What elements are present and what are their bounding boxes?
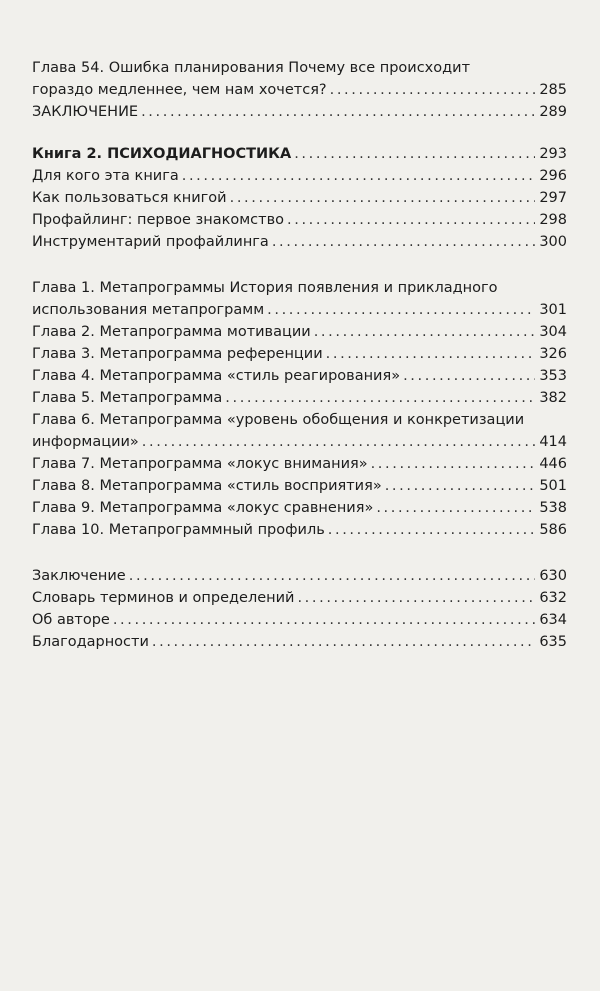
- toc-entry-title: ЗАКЛЮЧЕНИЕ: [32, 104, 139, 120]
- toc-entry-title: Глава 2. Метапрограмма мотивации: [32, 324, 311, 340]
- toc-page-number: 285: [539, 82, 567, 98]
- toc-entry: [32, 365, 567, 387]
- toc-page-number: 630: [539, 568, 567, 584]
- toc-entry: [32, 231, 567, 253]
- toc-book-title: Книга 2. ПСИХОДИАГНОСТИКА: [32, 146, 292, 162]
- toc-entry: [32, 209, 567, 231]
- toc-page-number: 293: [539, 146, 567, 162]
- toc-entry-title-cont: гораздо медленнее, чем нам хочется?: [32, 82, 327, 98]
- toc-entry-title: Благодарности: [32, 634, 149, 650]
- toc-entry-title: Инструментарий профайлинга: [32, 234, 269, 250]
- toc-entry-book-2: [32, 143, 567, 165]
- toc-page-number: 326: [539, 346, 567, 362]
- toc-page-number: 297: [539, 190, 567, 206]
- toc-page-number: 301: [539, 302, 567, 318]
- dot-leader: [403, 365, 535, 387]
- dot-leader: [287, 209, 535, 231]
- toc-page-number: 304: [539, 324, 567, 340]
- dot-leader: [152, 631, 535, 653]
- toc-entry: [32, 587, 567, 609]
- toc-page-number: 586: [539, 522, 567, 538]
- toc-entry: [32, 187, 567, 209]
- toc-entry-title: Об авторе: [32, 612, 110, 628]
- dot-leader: [294, 143, 535, 165]
- dot-leader: [330, 79, 536, 101]
- toc-entry-title: Как пользоваться книгой: [32, 190, 227, 206]
- dot-leader: [371, 453, 536, 475]
- toc-entry: [32, 453, 567, 475]
- toc-entry-title: Глава 4. Метапрограмма «стиль реагирования»: [32, 368, 401, 384]
- toc-entry-title-cont: информации»: [32, 434, 139, 450]
- toc-entry: [32, 475, 567, 497]
- toc-page-number: 446: [539, 456, 567, 472]
- toc-entry-title: Глава 54. Ошибка планирования Почему все происходит: [32, 60, 471, 76]
- toc-entry-title: Глава 7. Метапрограмма «локус внимания»: [32, 456, 368, 472]
- dot-leader: [326, 343, 536, 365]
- toc-page-number: 632: [539, 590, 567, 606]
- toc-entry-title: Глава 3. Метапрограмма референции: [32, 346, 323, 362]
- dot-leader: [142, 431, 536, 453]
- toc-page-number: 634: [539, 612, 567, 628]
- toc-entry: [32, 387, 567, 409]
- toc-page-number: 635: [539, 634, 567, 650]
- toc-page-number: 501: [539, 478, 567, 494]
- dot-leader: [230, 187, 536, 209]
- toc-entry-title: Профайлинг: первое знакомство: [32, 212, 285, 228]
- toc-page-number: 300: [539, 234, 567, 250]
- toc-entry-chapter-6: [32, 409, 567, 453]
- toc-entry-chapter-1: [32, 277, 567, 321]
- dot-leader: [272, 231, 536, 253]
- toc-entry-title: Для кого эта книга: [32, 168, 179, 184]
- toc-page-number: 538: [539, 500, 567, 516]
- toc-entry-title: Глава 8. Метапрограмма «стиль восприятия»: [32, 478, 382, 494]
- toc-page-number: 353: [539, 368, 567, 384]
- dot-leader: [225, 387, 535, 409]
- dot-leader: [385, 475, 536, 497]
- toc-entry-conclusion-book1: [32, 101, 567, 123]
- toc-entry: [32, 519, 567, 541]
- toc-page-number: 382: [539, 390, 567, 406]
- toc-entry-title: Заключение: [32, 568, 126, 584]
- toc-entry-title: Глава 6. Метапрограмма «уровень обобщения и конкретизации: [32, 412, 525, 428]
- toc-page-number: 298: [539, 212, 567, 228]
- toc-entry-title: Глава 1. Метапрограммы История появления и прикладного: [32, 280, 498, 296]
- toc-entry: [32, 497, 567, 519]
- dot-leader: [182, 165, 536, 187]
- toc-entry-title-cont: использования метапрограмм: [32, 302, 265, 318]
- dot-leader: [267, 299, 535, 321]
- toc-entry: [32, 631, 567, 653]
- dot-leader: [328, 519, 536, 541]
- table-of-contents: [32, 57, 567, 653]
- dot-leader: [141, 101, 535, 123]
- dot-leader: [129, 565, 536, 587]
- toc-entry: [32, 321, 567, 343]
- toc-entry: [32, 609, 567, 631]
- toc-page-number: 296: [539, 168, 567, 184]
- toc-entry: [32, 565, 567, 587]
- dot-leader: [314, 321, 536, 343]
- dot-leader: [376, 497, 535, 519]
- toc-entry-title: Глава 9. Метапрограмма «локус сравнения»: [32, 500, 374, 516]
- toc-page-number: 289: [539, 104, 567, 120]
- dot-leader: [113, 609, 535, 631]
- toc-entry-title: Словарь терминов и определений: [32, 590, 295, 606]
- toc-entry-title: Глава 10. Метапрограммный профиль: [32, 522, 325, 538]
- toc-entry: [32, 165, 567, 187]
- toc-entry: [32, 343, 567, 365]
- toc-entry-chapter-54: [32, 57, 567, 101]
- toc-entry-title: Глава 5. Метапрограмма: [32, 390, 223, 406]
- dot-leader: [297, 587, 535, 609]
- toc-page-number: 414: [539, 434, 567, 450]
